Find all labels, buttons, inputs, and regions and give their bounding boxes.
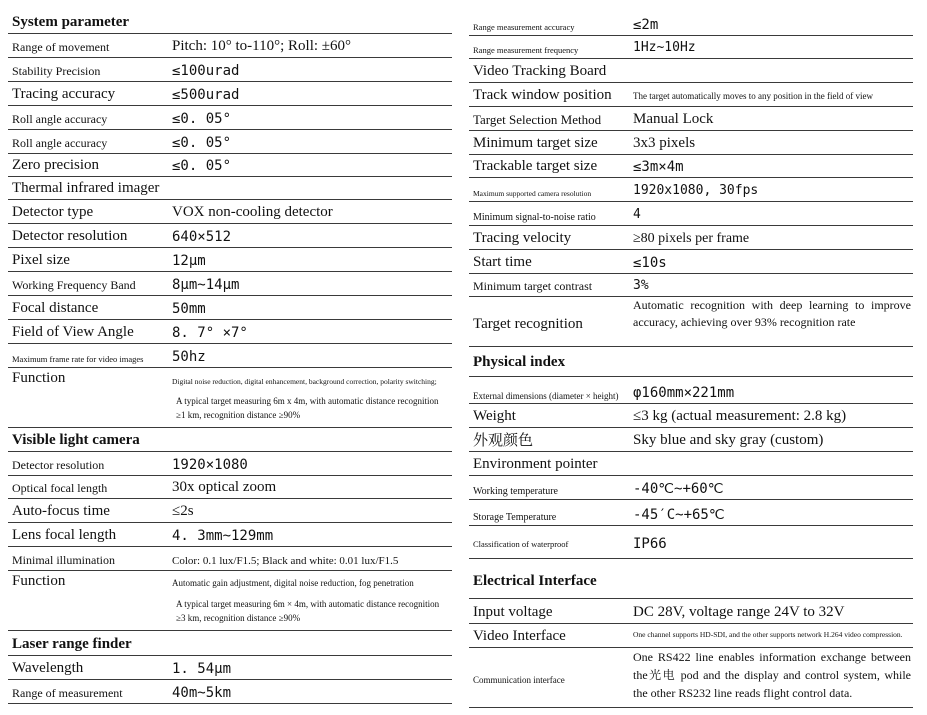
- spec-row: [469, 107, 913, 131]
- spec-label: Start time: [473, 253, 532, 270]
- section-title: Laser range finder: [12, 635, 132, 652]
- spec-row: [8, 656, 452, 680]
- spec-label: Environment pointer: [473, 455, 598, 472]
- spec-value: 50mm: [172, 300, 206, 317]
- section-title: System parameter: [12, 13, 130, 30]
- spec-value: 640×512: [172, 228, 232, 245]
- spec-row: [469, 83, 913, 107]
- spec-value: ≤3m×4m: [633, 158, 684, 175]
- spec-value: ≤10s: [633, 254, 667, 271]
- spec-value: -40℃~+60℃: [633, 480, 724, 497]
- spec-value: Color: 0.1 lux/F1.5; Black and white: 0.01 lux/F1.5: [172, 555, 399, 568]
- spec-value: IP66: [633, 535, 667, 552]
- spec-value: 12μm: [172, 252, 206, 269]
- spec-label: Input voltage: [473, 603, 553, 620]
- spec-row: [8, 547, 452, 571]
- spec-value: ≥80 pixels per frame: [633, 230, 750, 246]
- spec-label: Weight: [473, 407, 516, 424]
- spec-value: One channel supports HD-SDI, and the other supports network H.264 video compression.: [633, 630, 903, 640]
- spec-label: Roll angle accuracy: [12, 112, 108, 127]
- spec-row: [8, 130, 452, 154]
- spec-value: ≤2m: [633, 16, 659, 33]
- spec-label: Trackable target size: [473, 157, 598, 174]
- section-heading-system-parameter: [8, 8, 452, 34]
- spec-value: ≤100urad: [172, 62, 240, 79]
- spec-value: Sky blue and sky gray (custom): [633, 431, 824, 448]
- spec-label: Detector resolution: [12, 227, 128, 244]
- spec-label: Roll angle accuracy: [12, 136, 108, 151]
- spec-label: Range measurement frequency: [473, 45, 579, 56]
- spec-row: [8, 680, 452, 704]
- spec-label: Range of movement: [12, 40, 110, 55]
- spec-row: [469, 428, 913, 452]
- spec-row: [8, 272, 452, 296]
- spec-label: Range measurement accuracy: [473, 22, 575, 33]
- spec-value: 8μm~14μm: [172, 276, 240, 293]
- spec-row: [8, 476, 452, 499]
- spec-label: Communication interface: [473, 674, 565, 685]
- spec-value: ≤2s: [172, 502, 194, 519]
- spec-label: Function: [12, 370, 66, 386]
- spec-value: 40m~5km: [172, 684, 232, 701]
- spec-note: A typical target measuring 6m × 4m, with automatic distance recognition ≥3 km, recognition distance ≥90%: [176, 599, 440, 623]
- spec-row: [469, 274, 913, 297]
- spec-value: 3x3 pixels: [633, 134, 696, 151]
- spec-label: Zero precision: [12, 156, 100, 173]
- spec-value: ≤0. 05°: [172, 157, 232, 174]
- spec-label: Pixel size: [12, 251, 70, 268]
- spec-label: 外观颜色: [473, 430, 534, 449]
- spec-label: Detector type: [12, 203, 94, 220]
- spec-row: [469, 131, 913, 155]
- spec-value: 3%: [633, 278, 649, 294]
- section-title: Electrical Interface: [473, 572, 597, 589]
- spec-label: Working temperature: [473, 485, 558, 497]
- spec-value: -45′C~+65℃: [633, 506, 725, 523]
- spec-label: Minimum target size: [473, 134, 598, 151]
- spec-value: Manual Lock: [633, 110, 714, 127]
- spec-value: 4. 3mm~129mm: [172, 527, 274, 544]
- spec-row: [469, 250, 913, 274]
- spec-label: Range of measurement: [12, 686, 123, 701]
- spec-value: Automatic gain adjustment, digital noise reduction, fog penetration: [172, 578, 414, 588]
- spec-value: ≤500urad: [172, 86, 240, 103]
- section-heading-video-tracking-board: [469, 59, 913, 83]
- spec-row: [469, 377, 913, 404]
- spec-label: External dimensions (diameter × height): [473, 390, 619, 401]
- spec-label: Minimum target contrast: [473, 279, 593, 294]
- spec-label: Field of View Angle: [12, 323, 134, 340]
- spec-row: [8, 224, 452, 248]
- spec-label: Working Frequency Band: [12, 278, 136, 293]
- spec-row: [469, 226, 913, 250]
- spec-value: 1Hz~10Hz: [633, 40, 696, 56]
- spec-row: [8, 58, 452, 82]
- spec-row: [8, 34, 452, 58]
- spec-value: 50hz: [172, 348, 206, 365]
- spec-label: Target recognition: [473, 315, 583, 332]
- spec-label: Classification of waterproof: [473, 539, 569, 550]
- spec-value: ≤0. 05°: [172, 134, 232, 151]
- spec-row: [469, 178, 913, 202]
- spec-value: ≤0. 05°: [172, 110, 232, 127]
- spec-row: [469, 476, 913, 500]
- spec-label: Storage Temperature: [473, 511, 557, 523]
- section-title: Video Tracking Board: [473, 62, 607, 79]
- spec-row: [8, 82, 452, 106]
- section-heading-laser-range-finder: [8, 631, 452, 656]
- spec-row: [8, 499, 452, 523]
- spec-label: Lens focal length: [12, 526, 117, 543]
- spec-label: Target Selection Method: [473, 112, 602, 128]
- spec-row: [469, 202, 913, 226]
- spec-value: VOX non-cooling detector: [172, 203, 333, 220]
- spec-label: Minimum signal-to-noise ratio: [473, 211, 596, 223]
- spec-row: [469, 526, 913, 559]
- spec-row: [469, 500, 913, 526]
- spec-value: 4: [633, 207, 641, 223]
- spec-row: [469, 648, 913, 708]
- spec-row: [8, 248, 452, 272]
- section-heading-visible-camera: [8, 428, 452, 452]
- spec-label: Wavelength: [12, 659, 84, 676]
- section-title: Physical index: [473, 353, 566, 370]
- spec-row: [469, 155, 913, 178]
- spec-row-function: [8, 368, 452, 428]
- spec-row: [8, 452, 452, 476]
- spec-row: [469, 297, 913, 347]
- spec-value: DC 28V, voltage range 24V to 32V: [633, 603, 845, 620]
- spec-value: Pitch: 10° to-110°; Roll: ±60°: [172, 37, 352, 54]
- spec-row: [8, 523, 452, 547]
- spec-value: 1920×1080: [172, 456, 248, 473]
- spec-value: 1920x1080, 30fps: [633, 183, 759, 199]
- spec-label: Optical focal length: [12, 481, 108, 496]
- spec-row: [469, 404, 913, 428]
- spec-row: [8, 320, 452, 344]
- section-title: Thermal infrared imager: [12, 179, 160, 196]
- spec-row: [8, 106, 452, 130]
- spec-label: Function: [12, 573, 66, 589]
- spec-label: Tracing velocity: [473, 229, 572, 246]
- spec-row: [469, 599, 913, 624]
- spec-value: 1. 54μm: [172, 660, 232, 677]
- spec-value: φ160mm×221mm: [633, 384, 735, 401]
- spec-row: [8, 154, 452, 177]
- spec-value: One RS422 line enables information exchange between the光电 pod and the display and control system, while the other RS232 line reads flight control data.: [633, 650, 911, 700]
- spec-value: Automatic recognition with deep learning to improve accuracy, achieving over 93% recognition rate: [633, 298, 911, 330]
- spec-label: Track window position: [473, 86, 612, 103]
- spec-row: [469, 452, 913, 476]
- spec-label: Maximum frame rate for video images: [12, 354, 144, 365]
- spec-label: Detector resolution: [12, 458, 105, 473]
- spec-note: A typical target measuring 6m x 4m, with automatic distance recognition ≥1 km, recognition distance ≥90%: [176, 396, 439, 420]
- spec-label: Video Interface: [473, 627, 566, 644]
- spec-label: Auto-focus time: [12, 502, 110, 519]
- spec-row: [8, 200, 452, 224]
- section-title: Visible light camera: [12, 431, 140, 448]
- spec-row: [8, 344, 452, 368]
- spec-row-function: [8, 571, 452, 631]
- spec-value: 30x optical zoom: [172, 478, 277, 495]
- spec-label: Focal distance: [12, 299, 99, 316]
- spec-label: Maximum supported camera resolution: [473, 189, 592, 199]
- spec-label: Stability Precision: [12, 64, 101, 79]
- spec-value: The target automatically moves to any position in the field of view: [633, 90, 874, 101]
- spec-label: Tracing accuracy: [12, 85, 116, 102]
- spec-row: [8, 296, 452, 320]
- spec-row: [469, 36, 913, 59]
- spec-value: Digital noise reduction, digital enhancement, background correction, polarity switching;: [172, 377, 437, 386]
- spec-label: Minimal illumination: [12, 553, 115, 568]
- section-heading-electrical-interface: [469, 559, 913, 599]
- section-heading-physical-index: [469, 347, 913, 377]
- spec-value: 8. 7° ×7°: [172, 324, 248, 341]
- spec-value: ≤3 kg (actual measurement: 2.8 kg): [633, 407, 847, 424]
- section-heading-thermal-imager: [8, 177, 452, 200]
- spec-row: [469, 12, 913, 36]
- spec-row: [469, 624, 913, 648]
